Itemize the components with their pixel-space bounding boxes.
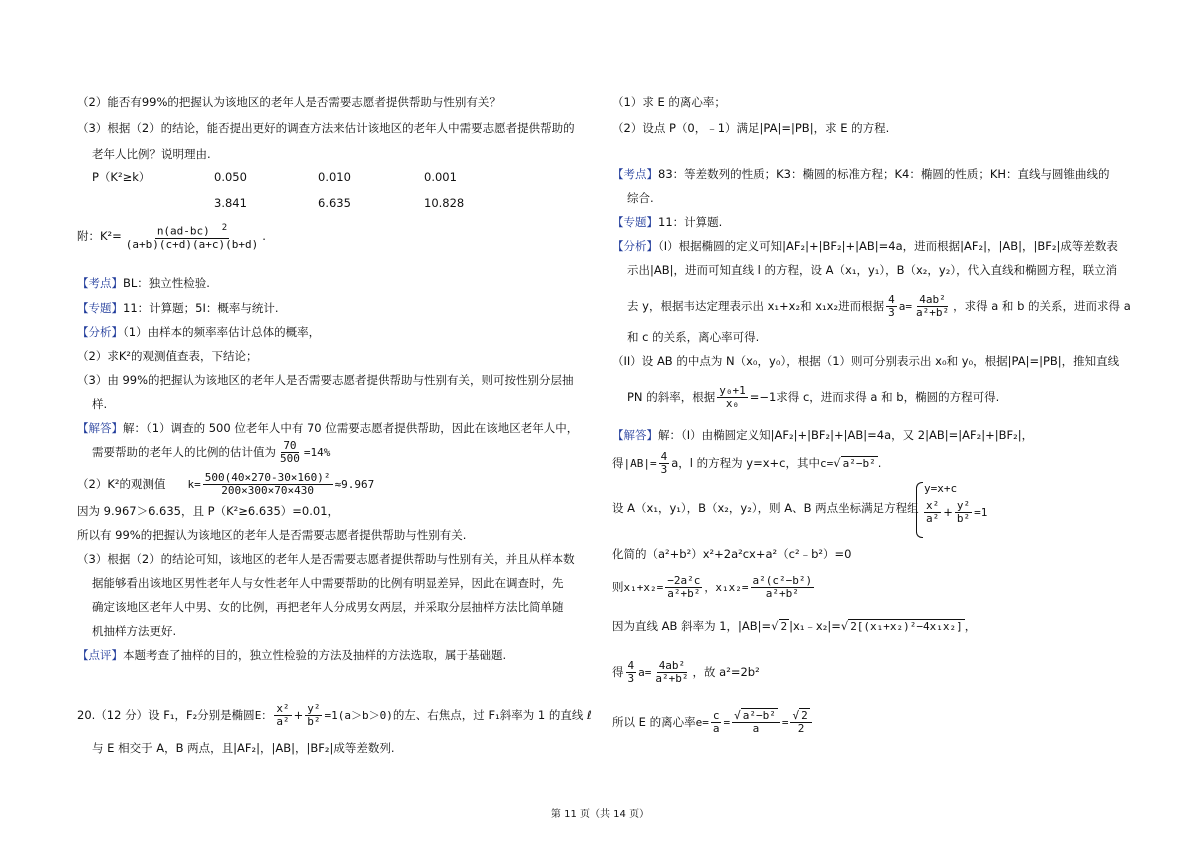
fraction-numerator: y² (956, 499, 971, 512)
jieda-tag: 【解答】 (77, 421, 123, 435)
fraction-denominator: 2 (797, 722, 805, 735)
kaodian-text: BL：独立性检验. (123, 276, 210, 290)
part3-line4: 机抽样方法更好. (92, 624, 177, 638)
x-fraction (274, 703, 291, 728)
jieda-section-right (612, 427, 1033, 443)
ab-fraction (653, 660, 690, 685)
c-over-a (711, 710, 722, 735)
y-numerator: y² (307, 702, 321, 715)
table-cell: 0.050 (214, 170, 247, 184)
jieda-line2 (92, 440, 330, 465)
fenxi-tag: 【分析】 (612, 239, 658, 253)
page-footer: 第 11 页（共 14 页） (550, 809, 650, 820)
fraction-numerator: 4 (888, 293, 895, 306)
zhuanti-tag: 【专题】 (77, 301, 123, 315)
fenxi-tag: 【分析】 (77, 325, 123, 339)
fraction-numerator: a²(c²−b²) (752, 574, 813, 587)
jieda-line1: 解：（1）调查的 500 位老年人中有 70 位需要志愿者提供帮助，因此在该地区老年人中， (123, 421, 579, 435)
fenxi-line2: 示出|AB|，进而可知直线 l 的方程，设 A（x₁，y₁），B（x₂，y₂），代入直线和椭圆方程，联立消 (627, 263, 1118, 277)
fraction-numerator: 2 (801, 709, 808, 722)
formula-prefix: 附：K²= (77, 228, 122, 243)
formula-denominator: (a+b)(c+d)(a+c)(b+d) (125, 237, 259, 251)
question-20-line2: 与 E 相交于 A，B 两点，且|AF₂|，|AB|，|BF₂|成等差数列. (92, 741, 395, 755)
fraction-numerator: a²−b² (742, 709, 776, 722)
fenxi-line6-text: PN 的斜率，根据 (627, 390, 716, 404)
fraction-numerator: y₀+1 (719, 384, 746, 397)
zhuanti-section-right (612, 214, 722, 230)
fenxi-line1: （I）根据椭圆的定义可知|AF₂|+|BF₂|+|AB|=4a，进而根据|AF₂|，|AB|，|BF₂|成等差数表 (658, 239, 1118, 253)
e-equals: e= (695, 716, 709, 729)
zhuanti-text: 11：计算题. (658, 215, 723, 229)
part3-line2: 据能够看出该地区男性老年人与女性老年人中需要帮助的比例有明显差异，因此在调查时，先 (92, 576, 564, 590)
line-end: . (877, 456, 882, 470)
four-thirds-fraction (659, 451, 670, 476)
jieda-line1: 解：（I）由椭圆定义知|AF₂|+|BF₂|+|AB|=4a，又 2|AB|=|AF₂|+|BF₂|， (658, 428, 1034, 442)
slope-fraction (717, 385, 748, 410)
fenxi-line3-text: 去 y，根据韦达定理表示出 x₁+x₂和 x₁x₂进而根据 (627, 299, 885, 313)
y-fraction (305, 703, 322, 728)
jieda-line2: 得|AB|= $\frac{4}{3}$ a，l 的方程为 y=x+c，其中c=√ a²−b² . (612, 450, 882, 476)
fraction-numerator: 70 (283, 439, 297, 452)
fraction-denominator: x₀ (725, 397, 740, 410)
set-ab-line: 设 A（x₁，y₁），B（x₂，y₂），则 A、B 两点坐标满足方程组 (612, 501, 919, 515)
question-2-text: （2）能否有99%的把握认为该地区的老年人是否需要志愿者提供帮助与性别有关？ (77, 95, 501, 109)
fraction-denominator: a (752, 722, 760, 735)
fenxi-line6-end: =−1求得 c，进而求得 a 和 b，椭圆的方程可得. (749, 390, 1000, 404)
table-cell: 10.828 (424, 196, 465, 210)
k2-prefix: k= (187, 478, 201, 491)
equals-sign: = (781, 716, 789, 729)
fenxi-section (77, 324, 320, 340)
product-lhs: ，x₁x₂= (704, 581, 749, 594)
fenxi-line2: （2）求K²的观测值查表，下结论； (77, 349, 258, 363)
product-fraction (751, 575, 815, 600)
k2-result: ≈9.967 (334, 478, 375, 491)
ellipse-condition: =1(a＞b＞0) (324, 709, 393, 722)
eccentricity-line (612, 710, 814, 735)
x-numerator: x² (276, 702, 290, 715)
fenxi-line6 (627, 385, 999, 410)
vieta-line (612, 575, 816, 600)
k2-observation (77, 472, 374, 497)
k2-formula (77, 222, 266, 251)
part3-line1: （3）根据（2）的结论可知，该地区的老年人是否需要志愿者提供帮助与性别有关，并且从样本数 (77, 552, 575, 566)
root2-over-2: $\frac{√ 2}{2}$ (790, 710, 811, 735)
fraction-denominator: a²+b² (667, 587, 701, 600)
sum-lhs: x₁+x₂= (623, 581, 664, 594)
k2-denominator: 200×300×70×430 (221, 484, 314, 497)
four-thirds-fraction (626, 660, 637, 685)
kaodian-tag: 【考点】 (612, 167, 658, 181)
part3-line3: 确定该地区老年人中男、女的比例，再把老年人分成男女两层，并采取分层抽样方法比简单随 (92, 600, 564, 614)
fraction-denominator: a (712, 722, 720, 735)
fenxi-line4: 样. (92, 397, 108, 411)
fraction-numerator: 4 (627, 659, 635, 672)
k2-label: （2）K²的观测值 (77, 477, 166, 491)
formula-end: . (262, 228, 266, 243)
fraction-numerator: x² (926, 499, 940, 512)
zhuanti-text: 11：计算题；5I：概率与统计. (123, 301, 279, 315)
dianping-text: 本题考查了抽样的目的，独立性检验的方法及抽样的方法选取，属于基础题. (123, 648, 507, 662)
fenxi-line3: （3）由 99%的把握认为该地区的老年人是否需要志愿者提供帮助与性别有关，则可按性别分层抽 (77, 373, 574, 387)
slope-line: 因为直线 AB 斜率为 1，|AB|=√ 2 |x₁﹣x₂|=√ 2[(x₁+x₂)²−4x₁x₂] ， (612, 619, 977, 633)
equals-a: a= (638, 666, 652, 679)
table-row-label: P（K²≥k） (92, 170, 151, 184)
line-end: ， (964, 619, 977, 633)
equals-one: =1 (974, 506, 988, 519)
derive-result: ，故 a²=2b² (692, 665, 760, 679)
fraction-denominator: 3 (660, 463, 668, 476)
x-denominator: a² (276, 715, 290, 728)
fenxi-line3 (627, 294, 1131, 319)
question-3-line1: （3）根据（2）的结论，能否提出更好的调查方法来估计该地区的老年人中需要志愿者提供帮助的 (77, 121, 575, 135)
fraction-denominator: a² (926, 512, 940, 525)
kaodian-section-right (612, 166, 1110, 182)
fraction-denominator: 500 (280, 452, 300, 465)
dianping-tag: 【点评】 (77, 648, 123, 662)
eccentricity-label: 所以 E 的离心率 (612, 715, 696, 729)
derive-line (612, 660, 760, 685)
table-cell: 0.010 (318, 170, 351, 184)
kaodian-section (77, 275, 210, 291)
formula-numerator: n(ad-bc) (156, 224, 210, 238)
fraction-numerator: c (712, 709, 720, 722)
fraction-denominator: b² (956, 512, 971, 525)
fraction-numerator: 4ab² (919, 293, 946, 306)
equals-a: a= (898, 300, 912, 313)
kaodian-line2: 综合. (627, 191, 654, 205)
zhuanti-section (77, 300, 279, 316)
kaodian-tag: 【考点】 (77, 276, 123, 290)
system-eq2: $\frac{\text{x²}}{\text{a²}}$ + $\frac{\text{y²}}{\text{b²}}$ =1 (926, 499, 988, 525)
fenxi-section-right (612, 238, 1118, 254)
slope-text: 因为直线 AB 斜率为 1，|AB|= (612, 619, 772, 633)
table-cell: 6.635 (318, 196, 351, 210)
system-eq1: y=x+c (924, 482, 958, 495)
fraction-numerator: 4 (660, 450, 668, 463)
question-20: 20.（12 分）设 F₁，F₂分别是椭圆E： $\frac{\text{x²}}{\text{a²}}$ + $\frac{\text{y²}}{\text{b²}}$ =1(a＞b＞0)的左、右焦点，过 F₁斜率为 1 的直线 ℓ (77, 702, 592, 728)
fenxi-line5: （II）设 AB 的中点为 N（x₀，y₀），根据（1）则可分别表示出 x₀和 y₀，根据|PA|=|PB|，推知直线 (612, 354, 1120, 368)
sqrt-two: 2 (780, 620, 788, 633)
fenxi-line3-end: ，求得 a 和 b 的关系，进而求得 a (953, 299, 1131, 313)
derive-prefix: 得 (612, 665, 624, 679)
k2-fraction (203, 472, 333, 497)
fraction-denominator: 3 (888, 306, 895, 319)
four-thirds-fraction (886, 294, 897, 319)
q20-suffix: 的左、右焦点，过 F₁斜率为 1 的直线 (392, 708, 584, 722)
c-equals: c= (820, 457, 834, 470)
question-3-line2: 老年人比例？说明理由. (92, 147, 211, 161)
dianping-section (77, 647, 506, 663)
formula-fraction (124, 222, 260, 251)
fraction-numerator: −2a²c (667, 574, 701, 587)
line-l-equation: a，l 的方程为 y=x+c，其中 (671, 456, 821, 470)
fenxi-line4: 和 c 的关系，离心率可得. (627, 330, 760, 344)
fraction-numerator: 4ab² (658, 659, 686, 672)
so-line: 所以有 99%的把握认为该地区的老年人是否需要志愿者提供帮助与性别有关. (77, 528, 467, 542)
sum-fraction (665, 575, 702, 600)
ab-length: |AB|= (623, 457, 657, 470)
k2-numerator: 500(40×270-30×160)² (204, 471, 331, 484)
subquestion-2: （2）设点 P（0，﹣1）满足|PA|=|PB|，求 E 的方程. (612, 121, 890, 135)
fraction-denominator: 3 (627, 672, 635, 685)
then-label: 则 (612, 580, 624, 594)
jieda-section (77, 420, 578, 436)
proportion-fraction (278, 440, 302, 465)
x-fraction (924, 500, 941, 525)
zhuanti-tag: 【专题】 (612, 215, 658, 229)
ab-fraction (914, 294, 951, 319)
because-line: 因为 9.967＞6.635，且 P（K²≥6.635）=0.01， (77, 504, 340, 518)
abs-diff: |x₁﹣x₂|= (789, 619, 841, 633)
y-fraction (955, 500, 972, 525)
formula-exponent: 2 (221, 223, 228, 233)
equals-sign: = (723, 716, 731, 729)
kaodian-line1: 83：等差数列的性质；K3：椭圆的标准方程；K4：椭圆的性质；KH：直线与圆锥曲线的 (658, 167, 1110, 181)
table-cell: 3.841 (214, 196, 247, 210)
sqrt-fraction: $\frac{\text{√ a²−b²}}{a}$ (732, 710, 780, 735)
subquestion-1: （1）求 E 的离心率； (612, 95, 726, 109)
jieda-line2-prefix: 得 (612, 456, 624, 470)
jieda-line2-text: 需要帮助的老年人的比例的估计值为 (92, 445, 276, 459)
proportion-result: =14% (303, 446, 331, 459)
sqrt-expression: 2[(x₁+x₂)²−4x₁x₂] (850, 620, 963, 633)
fraction-denominator: a²+b² (915, 306, 950, 319)
fraction-denominator: a²+b² (765, 587, 799, 600)
simplify-line: 化简的（a²+b²）x²+2a²cx+a²（c²﹣b²）=0 (612, 547, 852, 561)
fraction-denominator: a²+b² (655, 672, 689, 685)
sqrt-expression: a²−b² (842, 457, 876, 470)
jieda-tag: 【解答】 (612, 428, 658, 442)
y-denominator: b² (307, 715, 321, 728)
fenxi-line1: （1）由样本的频率率估计总体的概率， (123, 325, 321, 339)
table-cell: 0.001 (424, 170, 457, 184)
q20-prefix: 20.（12 分）设 F₁，F₂分别是椭圆 (77, 708, 255, 722)
ellipse-label: E： (254, 709, 273, 722)
line-symbol: ℓ (586, 708, 592, 722)
